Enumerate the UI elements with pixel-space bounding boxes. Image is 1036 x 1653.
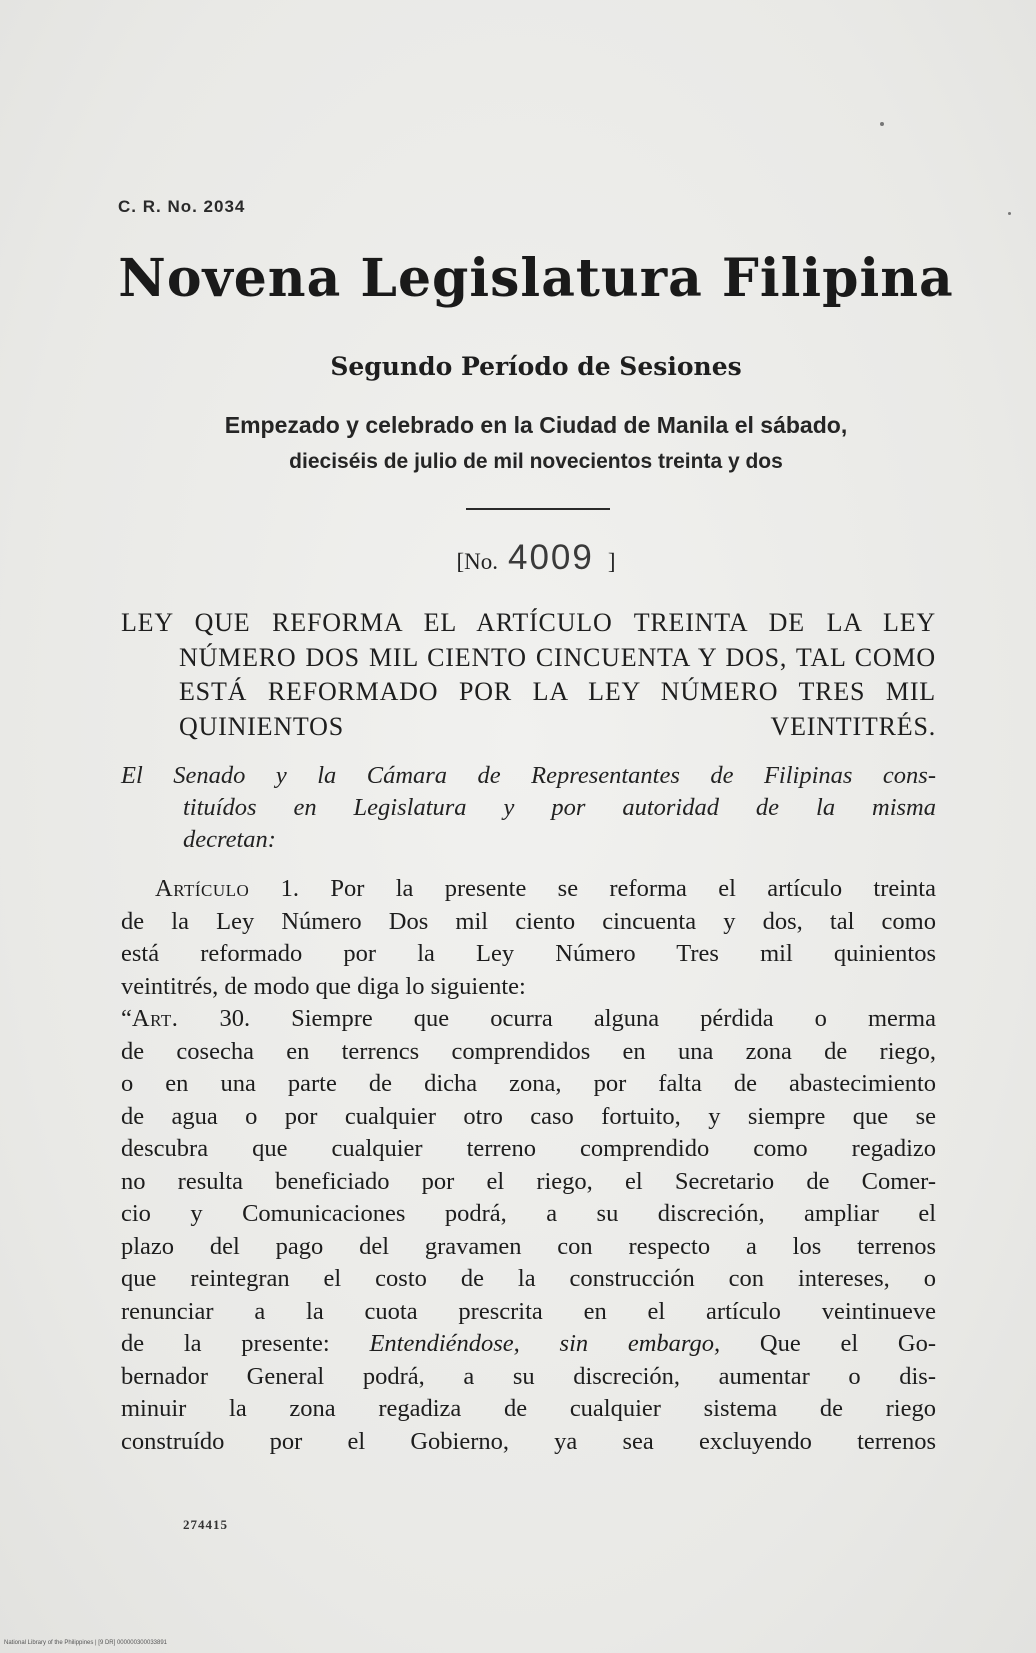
act-number-label: [No. bbox=[456, 549, 498, 574]
body-line: que reintegran el costo de la construcción con intereses, o bbox=[121, 1265, 936, 1292]
article-30-quote: “ bbox=[121, 1005, 132, 1032]
enacting-clause bbox=[121, 760, 936, 856]
enacting-line: decretan: bbox=[183, 826, 276, 853]
body-line: minuir la zona regadiza de cualquier sistema de riego bbox=[121, 1395, 936, 1422]
library-watermark: National Library of the Philippines | [9 DR] 000000300033891 bbox=[4, 1640, 168, 1646]
article-30-first-text: 30. Siempre que ocurra alguna pérdida o merma bbox=[178, 1005, 936, 1032]
body-line: cio y Comunicaciones podrá, a su discreción, ampliar el bbox=[121, 1200, 936, 1227]
cr-number: C. R. No. 2034 bbox=[118, 197, 246, 216]
paper-speck bbox=[880, 122, 884, 126]
body-line: bernador General podrá, a su discreción, aumentar o dis- bbox=[121, 1362, 936, 1390]
body-line: veintitrés, de modo que diga lo siguiente: bbox=[121, 972, 526, 1000]
act-number-close: ] bbox=[607, 549, 616, 574]
printer-code: 274415 bbox=[183, 1517, 228, 1532]
legislature-title: Novena Legislatura Filipina bbox=[118, 248, 954, 309]
paper-speck bbox=[1008, 212, 1011, 215]
proviso-post: Que el Go- bbox=[720, 1330, 936, 1357]
proviso-pre: de la presente: bbox=[121, 1330, 370, 1357]
divider-rule bbox=[466, 508, 610, 510]
act-number-value: 4009 bbox=[507, 538, 594, 577]
body-line: de cosecha en terrencs comprendidos en una zona de riego, bbox=[121, 1037, 936, 1065]
body-line: de agua o por cualquier otro caso fortuito, y siempre que se bbox=[121, 1102, 936, 1130]
session-subtitle: Segundo Período de Sesiones bbox=[330, 352, 742, 381]
proviso-italic: Entendiéndose, sin embargo, bbox=[369, 1330, 721, 1357]
body-line: o en una parte de dicha zona, por falta de abastecimiento bbox=[121, 1070, 936, 1097]
body-line: descubra que cualquier terreno comprendido como regadizo bbox=[121, 1135, 936, 1162]
article-30-label: Art. bbox=[131, 1005, 179, 1032]
body-line: está reformado por la Ley Número Tres mil quinientos bbox=[121, 940, 936, 967]
session-date-line-2: dieciséis de julio de mil novecientos treinta y dos bbox=[289, 450, 783, 473]
body-line: de la Ley Número Dos mil ciento cincuenta y dos, tal como bbox=[121, 907, 936, 935]
body-line: renunciar a la cuota prescrita en el artículo veintinueve bbox=[121, 1297, 936, 1325]
article-1-first-text: 1. Por la presente se reforma el artículo treinta bbox=[249, 875, 936, 902]
enacting-line: tituídos en Legislatura y por autoridad de la misma bbox=[183, 794, 936, 821]
body-line: plazo del pago del gravamen con respecto a los terrenos bbox=[121, 1232, 936, 1260]
session-date-line-1: Empezado y celebrado en la Ciudad de Manila el sábado, bbox=[224, 412, 848, 438]
act-number-heading bbox=[118, 538, 954, 578]
article-1-first-line bbox=[121, 873, 936, 906]
law-title: LEY QUE REFORMA EL ARTÍCULO TREINTA DE LA LEY NÚMERO DOS MIL CIENTO CINCUENTA Y DOS, TAL COMO ESTÁ REFORMADO POR LA LEY NÚMERO TRES MIL QUINIENTOS VEINTITRÉS. bbox=[121, 608, 936, 741]
article-1-label: Artículo bbox=[155, 875, 250, 902]
proviso-line bbox=[121, 1328, 936, 1361]
body-line: no resulta beneficiado por el riego, el Secretario de Comer- bbox=[121, 1167, 936, 1195]
act-body bbox=[121, 873, 936, 1458]
article-30-first-line bbox=[121, 1003, 936, 1036]
enacting-line: El Senado y la Cámara de Representantes de Filipinas cons- bbox=[121, 762, 936, 789]
body-line: construído por el Gobierno, ya sea excluyendo terrenos bbox=[121, 1427, 936, 1455]
